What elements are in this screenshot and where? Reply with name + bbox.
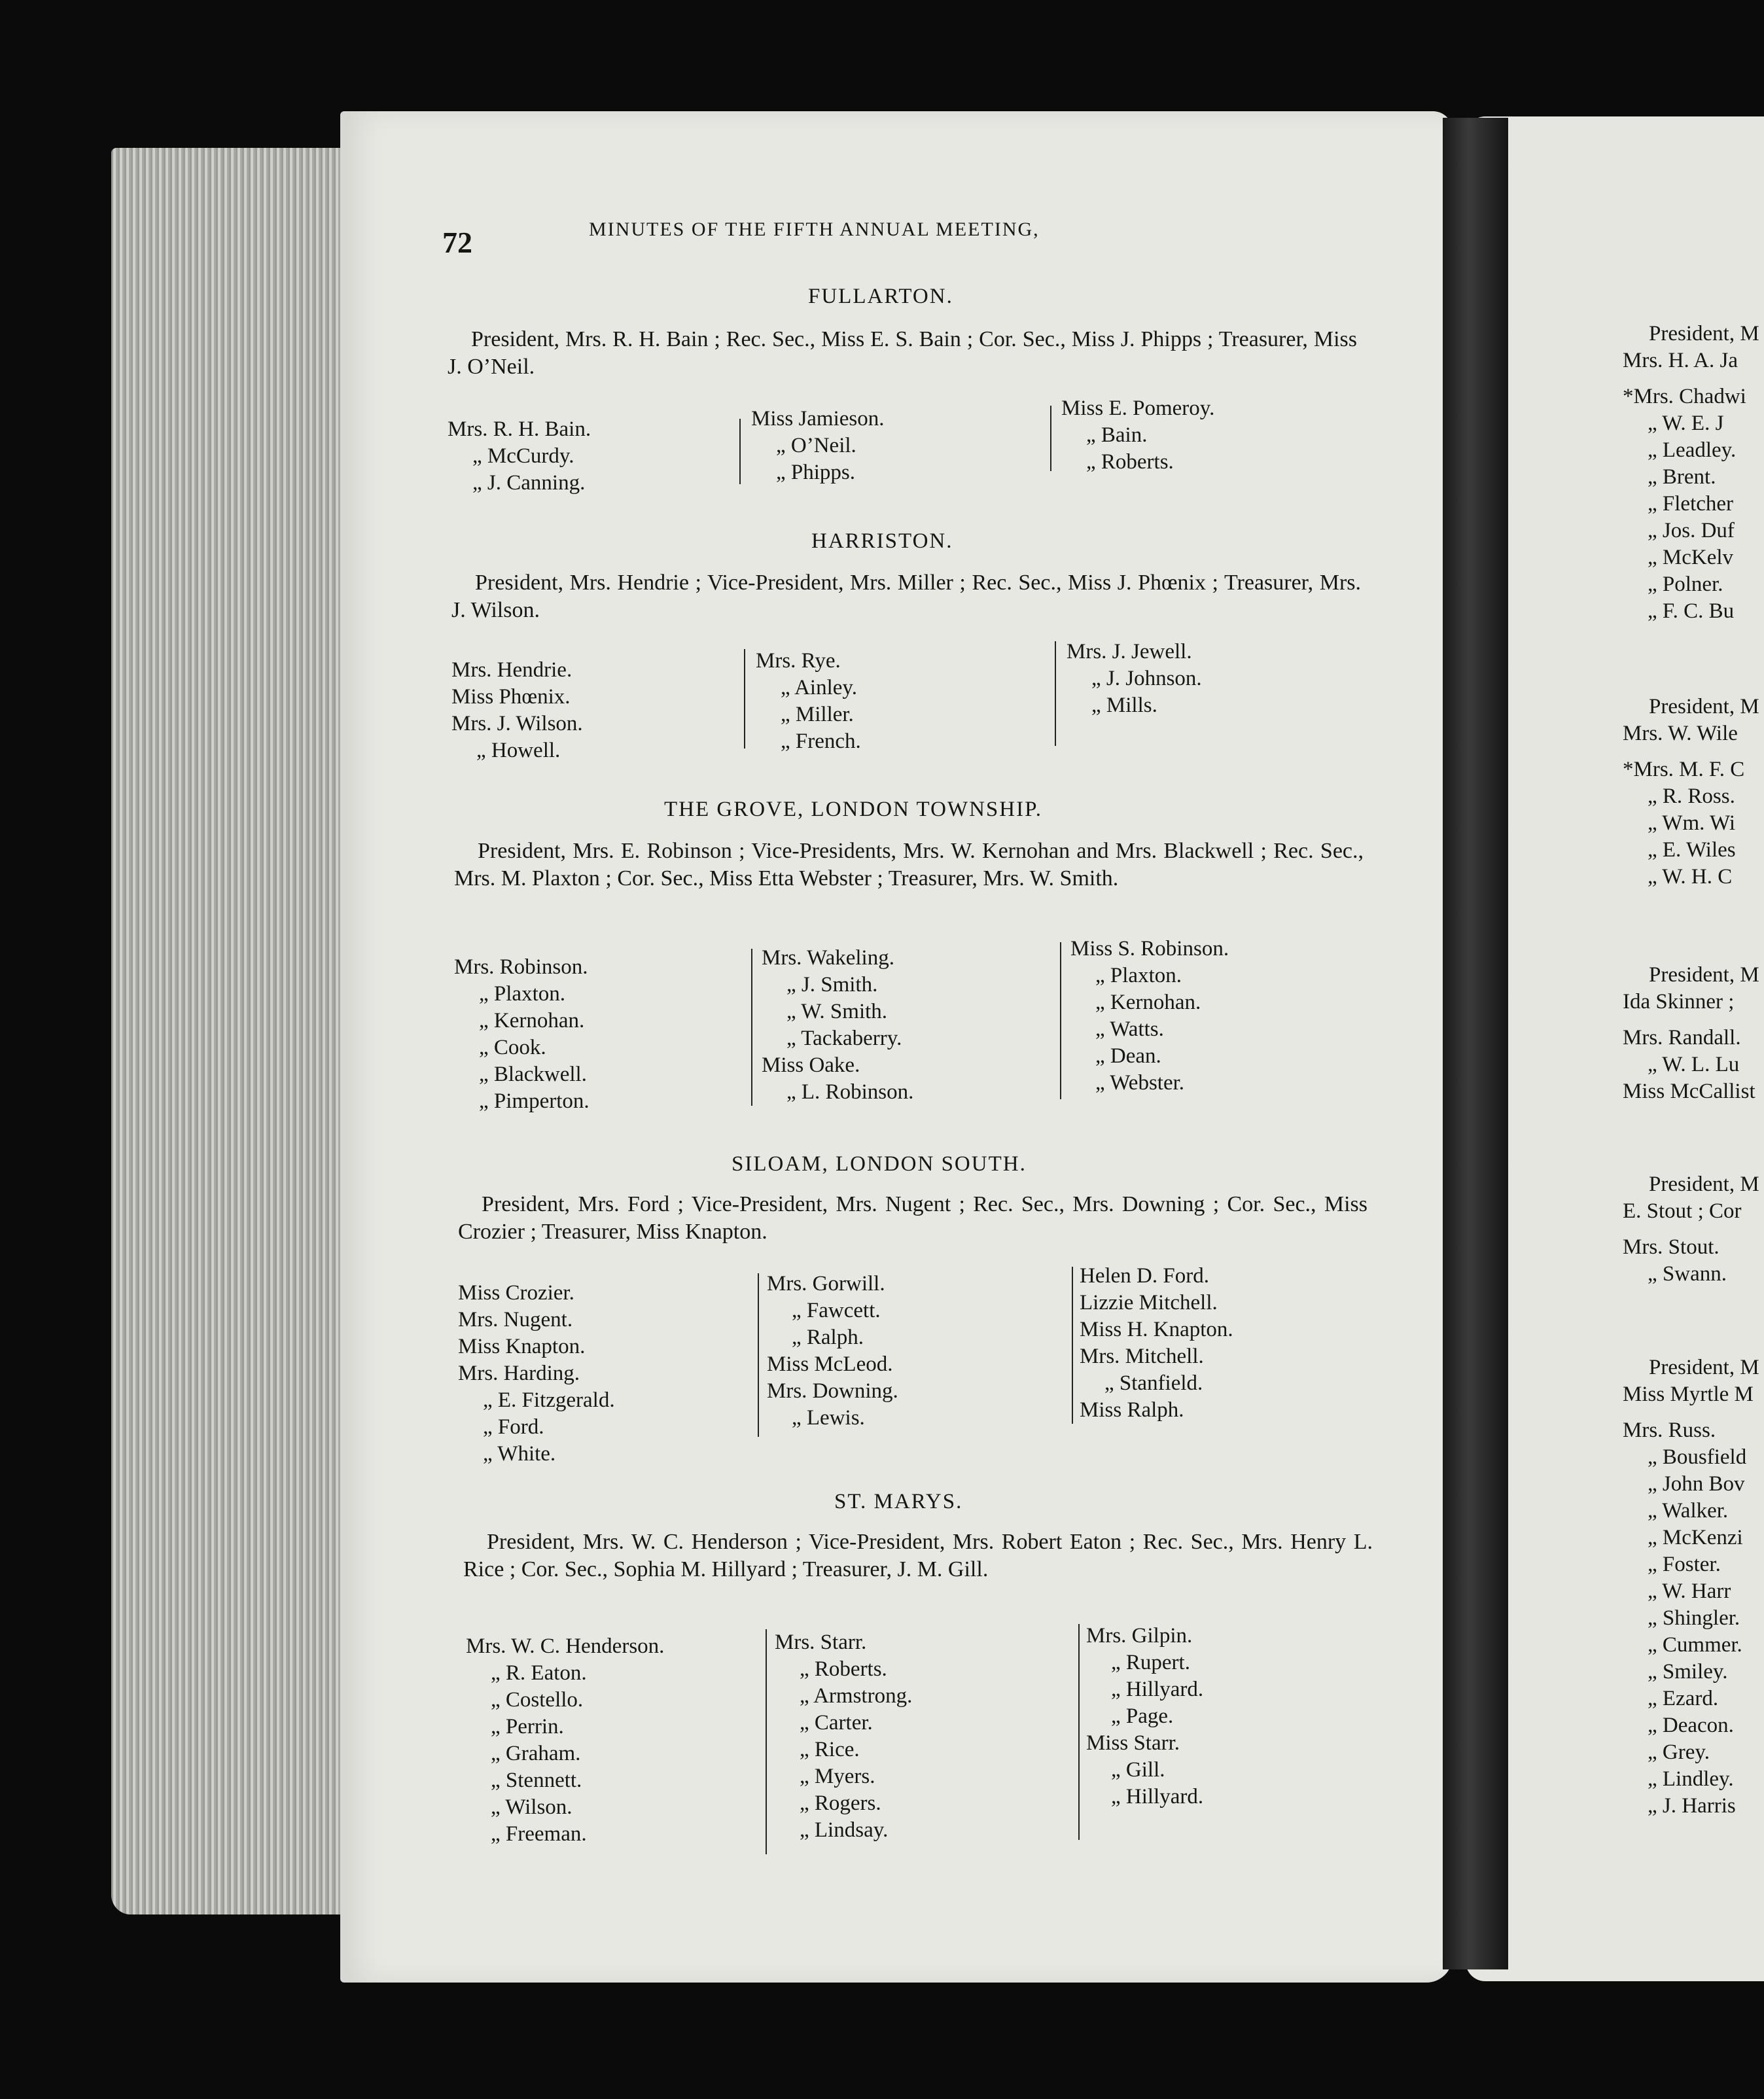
right-page-line: E. Stout ; Cor [1623,1199,1742,1223]
right-page-line: „ Lindley. [1648,1767,1734,1791]
member-name: „ J. Smith. [786,973,878,997]
right-page-line: *Mrs. M. F. C [1623,758,1745,781]
right-page-line: Mrs. Russ. [1623,1419,1716,1442]
column-rule [744,649,745,749]
section-officers-harriston: President, Mrs. Hendrie ; Vice-President, Mrs. Miller ; Rec. Sec., Miss J. Phœnix ; Treasurer, Mrs. J. Wilson. [451,571,1361,622]
section-title-fullarton: FULLARTON. [808,285,953,308]
right-page-line: „ W. Harr [1648,1579,1731,1603]
member-name: „ Roberts. [800,1657,887,1681]
member-name: Mrs. Hendrie. [451,658,573,682]
member-column-siloam-1 [458,1280,615,1468]
member-name: „ Rupert. [1111,1651,1190,1674]
member-name: Miss E. Pomeroy. [1061,397,1215,420]
column-rule [1072,1267,1073,1424]
member-name: „ Watts. [1095,1017,1164,1041]
member-column-st-marys-2 [775,1629,912,1844]
member-name: Mrs. J. Wilson. [451,712,583,735]
member-name: Mrs. Mitchell. [1080,1345,1204,1368]
member-name: „ White. [483,1442,556,1466]
member-name: Mrs. Wakeling. [762,946,894,970]
right-page-line: „ Leadley. [1648,438,1737,462]
right-page-line: „ E. Wiles [1648,838,1736,862]
right-page-line: „ Shingler. [1648,1606,1740,1630]
member-name: „ Rogers. [800,1791,881,1815]
right-page-line: President, M [1649,695,1759,718]
member-column-fullarton-1 [448,416,591,497]
member-name: Miss McLeod. [767,1352,893,1376]
member-column-siloam-3 [1080,1263,1233,1424]
member-name: „ Armstrong. [800,1684,913,1708]
member-name: „ Hillyard. [1111,1785,1204,1808]
stacked-page-edges [111,148,360,1914]
right-page-line: Mrs. Randall. [1623,1026,1741,1050]
member-column-fullarton-3 [1061,395,1214,476]
section-title-the-grove: THE GROVE, LONDON TOWNSHIP. [664,798,1043,821]
member-name: „ J. Johnson. [1091,667,1202,690]
member-name: „ Mills. [1091,694,1157,717]
right-page-line: „ Cummer. [1648,1633,1742,1657]
member-name: „ Blackwell. [479,1063,587,1086]
member-name: Miss S. Robinson. [1070,937,1229,961]
member-column-fullarton-2 [751,406,885,486]
right-page-line: „ J. Harris [1648,1794,1736,1818]
right-page-line: „ Brent. [1648,465,1716,489]
book-gutter [1443,118,1508,1969]
member-name: „ Fawcett. [792,1299,881,1322]
member-name: Miss H. Knapton. [1080,1318,1233,1341]
right-page-line: Ida Skinner ; [1623,990,1735,1014]
member-name: „ Ralph. [792,1326,864,1349]
right-page-line: „ McKenzi [1648,1526,1743,1549]
member-name: „ Graham. [491,1742,581,1765]
right-page-line: President, M [1649,963,1759,987]
member-name: Mrs. Gilpin. [1086,1624,1193,1648]
member-name: Miss Knapton. [458,1335,586,1358]
right-page-line: „ John Bov [1648,1472,1745,1496]
member-name: „ L. Robinson. [786,1080,914,1104]
member-name: „ Kernohan. [1095,991,1201,1014]
member-name: „ Howell. [476,739,561,762]
member-name: „ Bain. [1086,423,1148,447]
right-page-line: „ Grey. [1648,1740,1710,1764]
member-name: „ Plaxton. [479,982,565,1006]
right-page-line: Miss McCallist [1623,1080,1755,1103]
member-name: „ J. Canning. [472,471,586,495]
right-page-line: „ R. Ross. [1648,785,1735,808]
member-name: Miss Oake. [762,1053,860,1077]
member-name: „ Carter. [800,1711,873,1735]
right-page-line: Miss Myrtle M [1623,1383,1754,1406]
member-name: „ Stanfield. [1104,1371,1203,1395]
member-column-st-marys-3 [1086,1623,1203,1810]
right-page-line: „ Walker. [1648,1499,1729,1523]
member-name: Mrs. Rye. [756,649,841,673]
member-column-st-marys-1 [466,1633,664,1848]
member-name: Mrs. Harding. [458,1362,580,1385]
right-page-line: Mrs. W. Wile [1623,722,1738,745]
page-number: 72 [442,226,472,259]
right-page-line: „ Wm. Wi [1648,811,1736,835]
member-name: „ Wilson. [491,1795,573,1819]
member-name: „ Tackaberry. [786,1027,902,1050]
section-title-st-marys: ST. MARYS. [834,1490,963,1513]
right-page-line: „ W. L. Lu [1648,1053,1740,1076]
section-officers-st-marys: President, Mrs. W. C. Henderson ; Vice-President, Mrs. Robert Eaton ; Rec. Sec., Mrs. Henry L. Rice ; Cor. Sec., Sophia M. Hillyard ; Treasurer, J. M. Gill. [463,1530,1373,1581]
column-rule [739,419,741,484]
member-name: Miss Jamieson. [751,407,885,431]
member-name: Mrs. Downing. [767,1379,898,1403]
column-rule [1050,406,1051,471]
member-column-harriston-1 [451,657,583,764]
member-name: „ Ainley. [781,676,857,699]
member-name: „ Lewis. [792,1406,865,1430]
member-name: „ Phipps. [776,461,856,484]
member-name: „ Hillyard. [1111,1678,1204,1701]
right-page-block-5 [1623,1354,1759,1820]
member-name: „ Lindsay. [800,1818,889,1842]
member-column-harriston-2 [756,648,861,755]
member-name: Miss Starr. [1086,1731,1180,1755]
member-column-siloam-2 [767,1271,898,1432]
right-page-line: „ Ezard. [1648,1687,1719,1710]
right-page-line: Mrs. Stout. [1623,1235,1720,1259]
right-page-block-1 [1623,321,1759,625]
member-column-the-grove-1 [454,954,590,1115]
right-page-line: „ Deacon. [1648,1714,1734,1737]
member-name: „ R. Eaton. [491,1661,587,1685]
right-page-line: „ Polner. [1648,573,1723,596]
right-page-block-2 [1623,694,1759,891]
section-officers-the-grove: President, Mrs. E. Robinson ; Vice-Presidents, Mrs. W. Kernohan and Mrs. Blackwell ; Rec. Sec., Mrs. M. Plaxton ; Cor. Sec., Miss Etta Webster ; Treasurer, Mrs. W. Smith. [454,839,1364,891]
member-name: „ Ford. [483,1415,544,1439]
member-column-the-grove-2 [762,945,913,1106]
member-name: Mrs. Nugent. [458,1308,573,1332]
member-name: Mrs. J. Jewell. [1067,640,1192,663]
member-name: Miss Crozier. [458,1281,574,1305]
section-officers-siloam: President, Mrs. Ford ; Vice-President, Mrs. Nugent ; Rec. Sec., Mrs. Downing ; Cor. Sec., Miss Crozier ; Treasurer, Miss Knapton. [458,1192,1367,1244]
column-rule [1060,942,1061,1099]
right-page-block-3 [1623,962,1759,1105]
right-page-line: „ W. E. J [1648,412,1724,435]
member-name: Lizzie Mitchell. [1080,1291,1218,1314]
member-name: „ Freeman. [491,1822,587,1846]
right-page-line: „ Swann. [1648,1262,1727,1286]
member-name: Mrs. Robinson. [454,955,588,979]
right-page-text-clip [1596,111,1764,1983]
member-name: Miss Ralph. [1080,1398,1184,1422]
member-name: „ Roberts. [1086,450,1174,474]
right-page-line: „ F. C. Bu [1648,599,1735,623]
member-name: „ Gill. [1111,1758,1165,1782]
section-title-siloam: SILOAM, LONDON SOUTH. [732,1152,1027,1176]
member-name: Helen D. Ford. [1080,1264,1209,1288]
member-name: „ W. Smith. [786,1000,888,1023]
right-page-line: „ Jos. Duf [1648,519,1735,542]
right-page-line: „ Bousfield [1648,1445,1747,1469]
right-page-line: President, M [1649,1356,1759,1379]
section-officers-fullarton: President, Mrs. R. H. Bain ; Rec. Sec., Miss E. S. Bain ; Cor. Sec., Miss J. Phipps ; Treasurer, Miss J. O’Neil. [448,327,1357,379]
member-name: „ Page. [1111,1704,1174,1728]
right-page-line: „ Fletcher [1648,492,1734,516]
member-name: Miss Phœnix. [451,685,571,709]
section-title-harriston: HARRISTON. [811,529,953,553]
member-name: „ Webster. [1095,1071,1185,1095]
member-column-the-grove-3 [1070,936,1229,1097]
member-name: Mrs. W. C. Henderson. [466,1634,665,1658]
member-name: „ McCurdy. [472,444,574,468]
member-name: „ O’Neil. [776,434,856,457]
member-name: „ Costello. [491,1688,584,1712]
member-name: „ Plaxton. [1095,964,1182,987]
member-name: „ Kernohan. [479,1009,585,1032]
member-name: „ Dean. [1095,1044,1161,1068]
right-page-line: President, M [1649,322,1759,345]
right-page-line: „ Smiley. [1648,1660,1728,1684]
column-rule [758,1273,759,1437]
column-rule [1078,1624,1080,1840]
right-page-line: „ Foster. [1648,1553,1721,1576]
member-name: „ Myers. [800,1765,875,1788]
member-name: „ Stennett. [491,1769,582,1792]
member-name: „ Pimperton. [479,1089,590,1113]
member-name: „ Rice. [800,1738,860,1761]
column-rule [1055,641,1056,746]
right-page-line: Mrs. H. A. Ja [1623,349,1738,372]
running-head: MINUTES OF THE FIFTH ANNUAL MEETING, [589,219,1040,240]
column-rule [766,1629,767,1854]
right-page-line: *Mrs. Chadwi [1623,385,1746,408]
member-name: „ Miller. [781,703,854,726]
member-name: Mrs. R. H. Bain. [448,417,591,441]
right-page-block-4 [1623,1171,1759,1288]
member-name: „ Cook. [479,1036,546,1059]
member-name: „ Perrin. [491,1715,564,1738]
member-name: Mrs. Starr. [775,1631,867,1654]
member-name: „ E. Fitzgerald. [483,1388,615,1412]
member-column-harriston-3 [1067,639,1202,719]
member-name: Mrs. Gorwill. [767,1272,885,1296]
member-name: „ French. [781,730,861,753]
right-page-line: „ McKelv [1648,546,1734,569]
right-page-line: President, M [1649,1173,1759,1196]
right-page-line: „ W. H. C [1648,865,1733,889]
column-rule [751,949,752,1106]
